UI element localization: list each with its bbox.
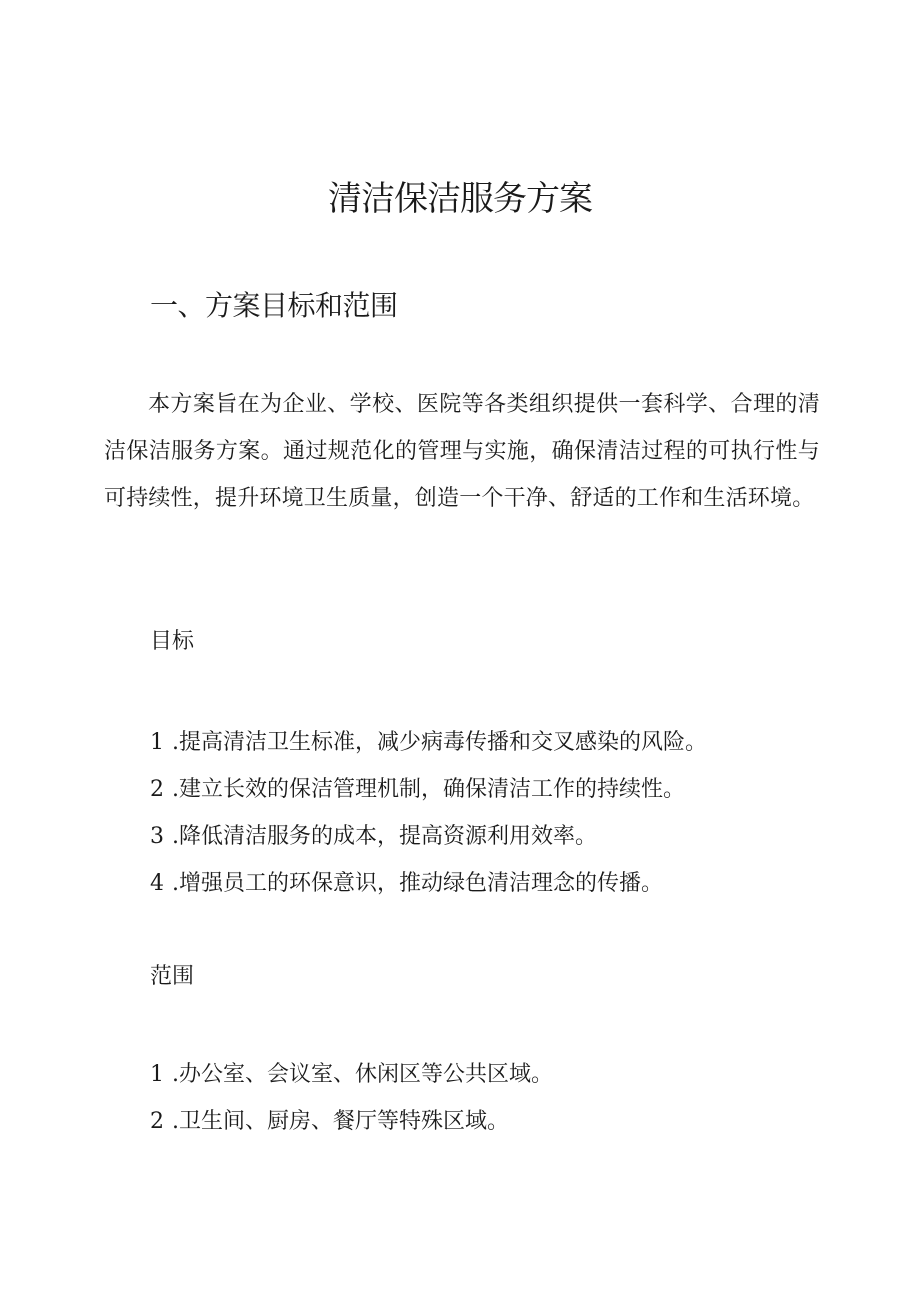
section-heading: 一、方案目标和范围 — [150, 289, 398, 322]
list-item-number: 1 — [150, 730, 164, 755]
list-item-text: .增强员工的环保意识，推动绿色清洁理念的传播。 — [172, 871, 663, 896]
list-item-text: .卫生间、厨房、餐厅等特殊区域。 — [172, 1109, 509, 1134]
list-item-number: 4 — [150, 871, 164, 896]
list-item-number: 3 — [150, 824, 164, 849]
list-item — [150, 719, 707, 766]
list-item — [150, 860, 707, 907]
list-item-text: .降低清洁服务的成本，提高资源利用效率。 — [172, 824, 597, 849]
document-title: 清洁保洁服务方案 — [328, 179, 592, 219]
list-item — [150, 813, 707, 860]
goals-list — [150, 719, 707, 907]
scope-heading: 范围 — [150, 964, 195, 989]
goals-heading: 目标 — [150, 629, 195, 654]
list-item-number: 2 — [150, 777, 164, 802]
list-item-number: 1 — [150, 1062, 164, 1087]
list-item-text: .办公室、会议室、休闲区等公共区域。 — [172, 1062, 553, 1087]
list-item — [150, 1098, 553, 1145]
scope-list — [150, 1051, 553, 1145]
list-item-text: .建立长效的保洁管理机制，确保清洁工作的持续性。 — [172, 777, 685, 802]
list-item-text: .提高清洁卫生标准，减少病毒传播和交叉感染的风险。 — [172, 730, 707, 755]
list-item — [150, 1051, 553, 1098]
list-item-number: 2 — [150, 1109, 164, 1134]
intro-paragraph: 本方案旨在为企业、学校、医院等各类组织提供一套科学、合理的清洁保洁服务方案。通过规范化的管理与实施，确保清洁过程的可执行性与可持续性，提升环境卫生质量，创造一个干净、舒适的工作和生活环境。 — [104, 392, 820, 511]
list-item — [150, 766, 707, 813]
